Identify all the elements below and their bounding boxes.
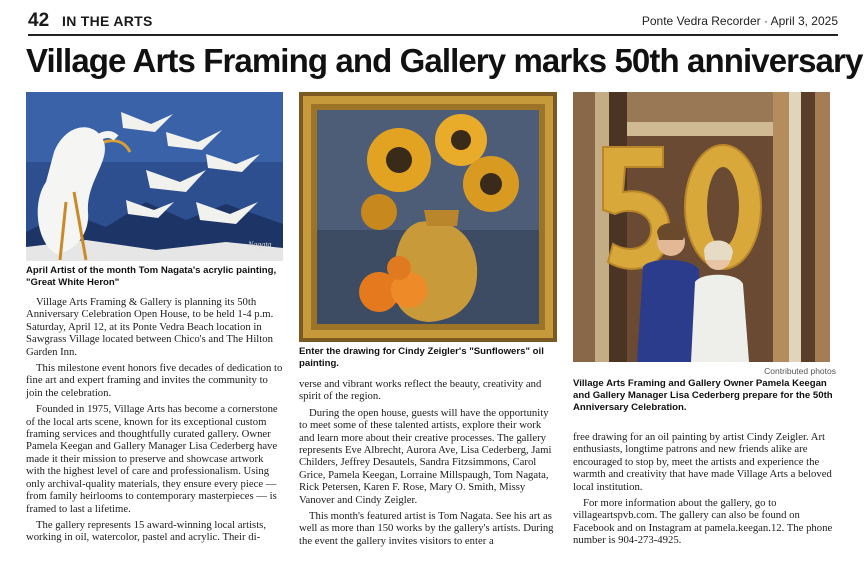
article-column-2: [299, 378, 557, 551]
paragraph: Village Arts Framing & Gallery is planning its 50th Anniversary Celebration Open House, to be held 1-4 p.m. Saturday, April 12, at its Ponte Vedra Beach location in Sawgrass Village located between Chico's and The Hilton Garden Inn.: [26, 296, 274, 358]
paragraph: The gallery represents 15 award-winning local artists, working in oil, watercolor, pastel and acrylic. Their di-: [26, 518, 267, 544]
paragraph: This milestone event honors five decades of dedication to fine art and expert framing and invites the community to join the celebration.: [26, 362, 283, 399]
owners-caption: Village Arts Framing and Gallery Owner Pamela Keegan and Gallery Manager Lisa Cederberg prepare for the 50th Anniversary Celebration.: [573, 378, 833, 413]
section-label: IN THE ARTS: [62, 13, 153, 29]
owners-scene: [573, 92, 830, 362]
paragraph: Founded in 1975, Village Arts has become a cornerstone of the local arts scene, known for its exceptional custom framing services and thoughtfully curated gallery. Owner Pamela Keegan and Gallery Manager Lisa Cederberg have made it their mission to preserve and showcase artwork with the highest level of care and professionalism. Using only archival-quality materials, they ensure every piece — from family heirlooms to contemporary masterpieces — is framed to last a lifetime.: [26, 403, 278, 515]
owners-photo-image: [573, 92, 830, 362]
header-rule: [28, 34, 838, 36]
publication-info: Ponte Vedra Recorder · April 3, 2025: [641, 14, 838, 28]
article-column-1: [26, 296, 284, 548]
sunflowers-art: [299, 92, 557, 342]
photo-credit: Contributed photos: [764, 366, 836, 376]
page-number: 42: [28, 10, 50, 31]
herons-caption: April Artist of the month Tom Nagata's acrylic painting, "Great White Heron": [26, 265, 277, 288]
heron-art: [26, 92, 283, 261]
article-column-3: [573, 431, 835, 551]
paragraph: This month's featured artist is Tom Nagata. See his art as well as more than 150 works by the gallery's artists. During the event the gallery invites visitors to enter a: [299, 510, 554, 547]
paragraph: For more information about the gallery, go to villageartspvb.com. The gallery can also be found on Facebook and on Instagram at pamela.keegan.12. The phone number is 904-273-4925.: [573, 497, 833, 547]
sunflowers-painting-image: [299, 92, 557, 342]
artist-signature: Nagata: [248, 240, 272, 249]
paragraph: free drawing for an oil painting by artist Cindy Zeigler. Art enthusiasts, longtime patrons and new friends alike are encouraged to stop by, meet the artists and experience the warmth and creativity that have made Village Arts a beloved local institution.: [573, 431, 832, 493]
article-headline: Village Arts Framing and Gallery marks 50th anniversary: [26, 42, 863, 79]
sunflowers-caption: Enter the drawing for Cindy Zeigler's "Sunflowers" oil painting.: [299, 346, 544, 369]
paragraph: During the open house, guests will have the opportunity to meet some of these talented artists, explore their work and learn more about their creative processes. The gallery represents Eve Albrecht, Aurora Ave, Lisa Cederberg, Jami Childers, Jeffrey Desautels, Sandra Fitzsimmons, Carol Grice, Pamela Keegan, Lorraine Millspaugh, Tom Nagata, Rick Petersen, Karen F. Rose, Mary O. Smith, Missy Vanover and Cindy Zeigler.: [299, 406, 552, 506]
paragraph: verse and vibrant works reflect the beauty, creativity and spirit of the region.: [299, 378, 542, 403]
page-header: [28, 8, 838, 34]
herons-painting-image: [26, 92, 283, 261]
